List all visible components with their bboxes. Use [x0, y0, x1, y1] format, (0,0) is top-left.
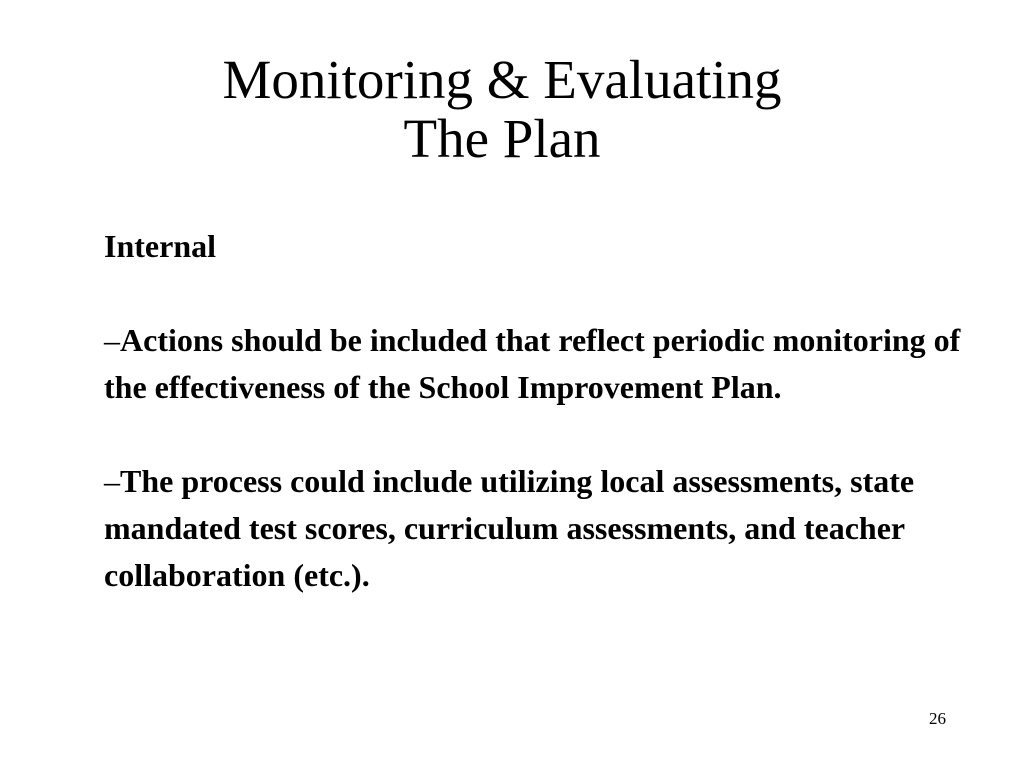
bullet-text: The process could include utilizing local assessments, state mandated test scores, curriculum assessments, and teacher collaboration (etc.).	[104, 463, 915, 593]
bullet-dash: –	[104, 463, 120, 499]
page-number: 26	[929, 709, 946, 728]
slide-body	[104, 223, 964, 599]
spacer	[104, 270, 964, 317]
spacer	[104, 411, 964, 458]
title-line-2: The Plan	[403, 108, 601, 169]
bullet-item	[104, 317, 964, 411]
bullet-text: Actions should be included that reflect periodic monitoring of the effectiveness of the School Improvement Plan.	[104, 322, 961, 405]
bullet-item	[104, 458, 964, 599]
section-heading: Internal	[104, 228, 216, 264]
slide-title	[0, 50, 1004, 168]
title-line-1: Monitoring & Evaluating	[222, 49, 782, 110]
bullet-dash: –	[104, 322, 120, 358]
